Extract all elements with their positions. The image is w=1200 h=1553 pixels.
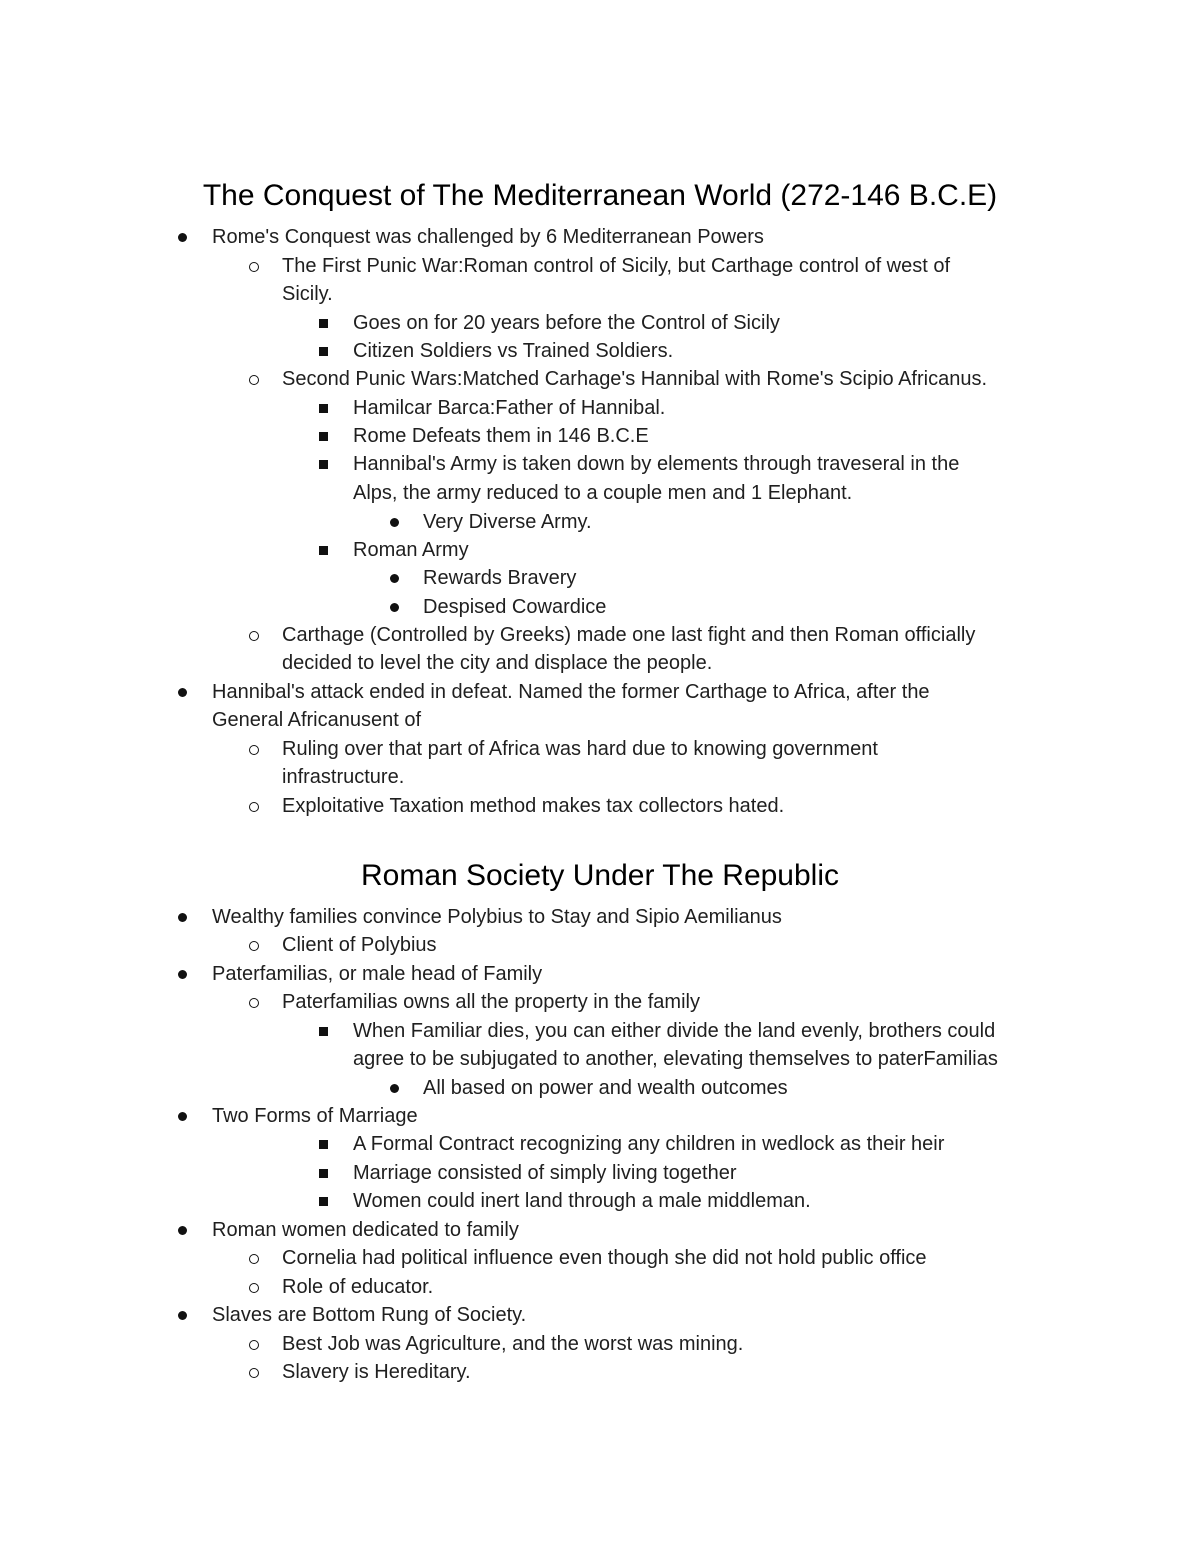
bullet-disc: [178, 970, 187, 979]
list-item: Citizen Soldiers vs Trained Soldiers.: [353, 340, 674, 362]
bullet-circle: [249, 1283, 259, 1293]
bullet-disc: [178, 1112, 187, 1121]
bullet-square: [319, 1169, 328, 1178]
list-item: When Familiar dies, you can either divide the land evenly, brothers could: [353, 1020, 996, 1042]
bullet-disc: [390, 1084, 399, 1093]
section-title-society: Roman Society Under The Republic: [360, 859, 840, 892]
list-item: Hamilcar Barca:Father of Hannibal.: [353, 397, 666, 419]
list-item: Despised Cowardice: [423, 596, 607, 618]
list-item: Best Job was Agriculture, and the worst was mining.: [282, 1333, 744, 1355]
bullet-square: [319, 319, 328, 328]
list-item-continuation: Sicily.: [282, 283, 333, 305]
list-item: Role of educator.: [282, 1276, 434, 1298]
list-item: Hannibal's Army is taken down by elements through traveseral in the: [353, 453, 960, 475]
list-item: Paterfamilias owns all the property in the family: [282, 991, 700, 1013]
list-item: Marriage consisted of simply living together: [353, 1162, 737, 1184]
bullet-square: [319, 1140, 328, 1149]
bullet-circle: [249, 998, 259, 1008]
list-item: Very Diverse Army.: [423, 511, 592, 533]
bullet-disc: [178, 1311, 187, 1320]
bullet-square: [319, 1027, 328, 1036]
bullet-circle: [249, 802, 259, 812]
bullet-square: [319, 460, 328, 469]
bullet-square: [319, 1197, 328, 1206]
list-item: Rome Defeats them in 146 B.C.E: [353, 425, 649, 447]
bullet-circle: [249, 1254, 259, 1264]
list-item: Paterfamilias, or male head of Family: [212, 963, 543, 985]
bullet-square: [319, 404, 328, 413]
bullet-square: [319, 432, 328, 441]
bullet-circle: [249, 1368, 259, 1378]
bullet-disc: [178, 233, 187, 242]
list-item: Carthage (Controlled by Greeks) made one last fight and then Roman officially: [282, 624, 976, 646]
bullet-disc: [390, 574, 399, 583]
bullet-disc: [178, 1226, 187, 1235]
bullet-circle: [249, 631, 259, 641]
list-item: Slavery is Hereditary.: [282, 1361, 471, 1383]
list-item: Two Forms of Marriage: [212, 1105, 418, 1127]
list-item: Ruling over that part of Africa was hard due to knowing government: [282, 738, 878, 760]
list-item-continuation: agree to be subjugated to another, elevating themselves to paterFamilias: [353, 1048, 998, 1070]
list-item: Exploitative Taxation method makes tax collectors hated.: [282, 795, 785, 817]
bullet-disc: [390, 603, 399, 612]
list-item: Client of Polybius: [282, 934, 437, 956]
list-item: Roman Army: [353, 539, 469, 561]
bullet-square: [319, 347, 328, 356]
bullet-disc: [390, 518, 399, 527]
list-item: Hannibal's attack ended in defeat. Named the former Carthage to Africa, after the: [212, 681, 930, 703]
bullet-disc: [178, 913, 187, 922]
list-item: A Formal Contract recognizing any children in wedlock as their heir: [353, 1133, 945, 1155]
bullet-circle: [249, 375, 259, 385]
list-item: Cornelia had political influence even though she did not hold public office: [282, 1247, 927, 1269]
list-item: Slaves are Bottom Rung of Society.: [212, 1304, 527, 1326]
list-item: Wealthy families convince Polybius to Stay and Sipio Aemilianus: [212, 906, 782, 928]
list-item: Goes on for 20 years before the Control of Sicily: [353, 312, 780, 334]
bullet-square: [319, 546, 328, 555]
list-item-continuation: Alps, the army reduced to a couple men and 1 Elephant.: [353, 482, 853, 504]
section-title-conquest: The Conquest of The Mediterranean World (272-146 B.C.E): [202, 179, 998, 212]
list-item: Second Punic Wars:Matched Carhage's Hannibal with Rome's Scipio Africanus.: [282, 368, 988, 390]
list-item-continuation: General Africanusent of: [212, 709, 422, 731]
bullet-circle: [249, 745, 259, 755]
list-item: Rewards Bravery: [423, 567, 577, 589]
list-item: Roman women dedicated to family: [212, 1219, 519, 1241]
list-item: Women could inert land through a male middleman.: [353, 1190, 811, 1212]
list-item: The First Punic War:Roman control of Sicily, but Carthage control of west of: [282, 255, 951, 277]
list-item-continuation: decided to level the city and displace the people.: [282, 652, 713, 674]
bullet-disc: [178, 688, 187, 697]
bullet-circle: [249, 1340, 259, 1350]
bullet-circle: [249, 262, 259, 272]
bullet-circle: [249, 941, 259, 951]
list-item-continuation: infrastructure.: [282, 766, 405, 788]
list-item: Rome's Conquest was challenged by 6 Mediterranean Powers: [212, 226, 764, 248]
list-item: All based on power and wealth outcomes: [423, 1077, 788, 1099]
